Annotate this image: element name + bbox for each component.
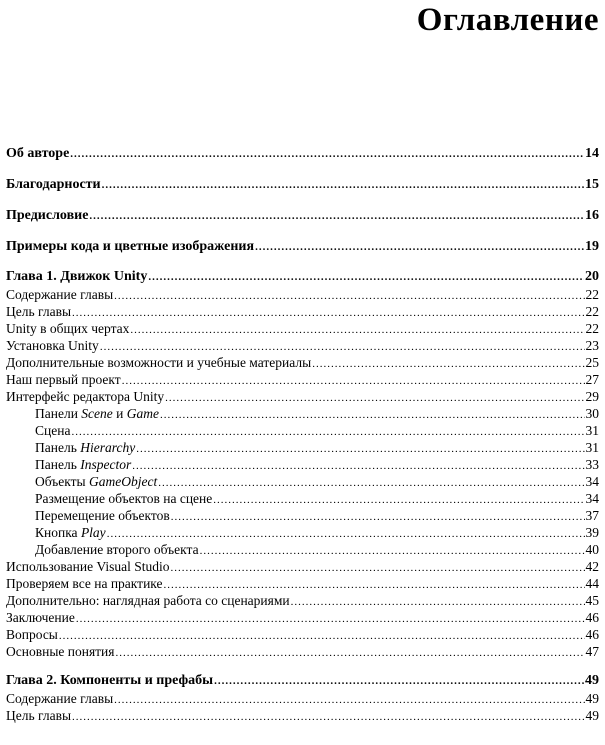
label-text: Панель — [35, 457, 81, 472]
toc-entry-label: Добавление второго объекта — [35, 542, 199, 557]
label-text: Кнопка — [35, 525, 81, 540]
label-text: Панели — [35, 406, 82, 421]
toc-entry-page: 47 — [585, 644, 599, 659]
dot-leader — [171, 509, 585, 526]
dot-leader — [158, 475, 584, 492]
toc-entry-label: Использование Visual Studio — [6, 559, 170, 574]
toc-entry-page: 37 — [585, 508, 599, 523]
toc-subentry[interactable] — [6, 456, 599, 473]
label-italic: GameObject — [88, 474, 158, 489]
toc-entry-page: 44 — [585, 576, 599, 591]
toc-entry-page: 42 — [585, 559, 599, 574]
toc-subentry[interactable] — [6, 541, 599, 558]
label-text: и — [112, 406, 127, 421]
toc-entry-label: Содержание главы — [6, 287, 114, 302]
toc-entry-page: 19 — [585, 239, 599, 254]
toc-entry-page: 46 — [585, 627, 599, 642]
toc-entry[interactable] — [6, 690, 599, 707]
dot-leader — [59, 628, 585, 645]
toc-entry[interactable] — [6, 626, 599, 643]
page-title: Оглавление — [416, 2, 599, 38]
toc-entry-label: Дополнительно: наглядная работа со сценариями — [6, 593, 290, 608]
toc-entry-label — [35, 524, 106, 541]
toc-entry-page: 46 — [585, 610, 599, 625]
toc-entry-label: Глава 2. Компоненты и префабы — [6, 673, 214, 688]
toc-entry-label: Наш первый проект — [6, 372, 121, 387]
toc-entry-label: Вопросы — [6, 627, 58, 642]
toc-entry-page: 22 — [585, 321, 599, 336]
dot-leader — [255, 238, 584, 257]
toc-subentry[interactable] — [6, 524, 599, 541]
toc-entry-page: 15 — [585, 177, 599, 192]
dot-leader — [132, 458, 584, 475]
toc-entry-page: 22 — [585, 287, 599, 302]
toc-entry-page: 29 — [585, 389, 599, 404]
toc-entry-page: 49 — [585, 673, 599, 688]
toc-entry-label — [35, 473, 157, 490]
toc-entry[interactable] — [6, 303, 599, 320]
toc-subentry[interactable] — [6, 490, 599, 507]
toc-entry-label: Проверяем все на практике — [6, 576, 163, 591]
toc-entry-label: Перемещение объектов — [35, 508, 170, 523]
toc-entry-label: Интерфейс редактора Unity — [6, 389, 165, 404]
toc-entry-page: 34 — [585, 474, 599, 489]
toc-entry[interactable] — [6, 320, 599, 337]
dot-leader — [312, 356, 584, 373]
dot-leader — [160, 407, 584, 424]
toc-entry-page: 49 — [585, 691, 599, 706]
toc-subentry[interactable] — [6, 439, 599, 456]
table-of-contents — [6, 144, 599, 724]
toc-entry-label: Благодарности — [6, 177, 101, 192]
toc-entry-page: 34 — [585, 491, 599, 506]
toc-entry-page: 33 — [585, 457, 599, 472]
toc-entry[interactable] — [6, 371, 599, 388]
dot-leader — [148, 268, 584, 286]
toc-entry-label: Об авторе — [6, 146, 70, 161]
dot-leader — [171, 560, 585, 577]
toc-entry-page: 31 — [585, 440, 599, 455]
dot-leader — [122, 373, 585, 390]
toc-subentry[interactable] — [6, 507, 599, 524]
toc-entry-label: Размещение объектов на сцене — [35, 491, 213, 506]
toc-entry-page: 31 — [585, 423, 599, 438]
toc-entry-label: Сцена — [35, 423, 71, 438]
toc-entry-page: 40 — [585, 542, 599, 557]
dot-leader — [72, 709, 584, 726]
toc-entry[interactable] — [6, 175, 599, 194]
dot-leader — [102, 176, 584, 195]
toc-entry[interactable] — [6, 388, 599, 405]
toc-entry[interactable] — [6, 354, 599, 371]
toc-entry-page: 14 — [585, 146, 599, 161]
dot-leader — [116, 645, 585, 662]
label-italic: Scene — [81, 406, 113, 421]
toc-entry[interactable] — [6, 558, 599, 575]
toc-entry[interactable] — [6, 609, 599, 626]
toc-entry-label: Примеры кода и цветные изображения — [6, 239, 255, 254]
toc-entry-label: Установка Unity — [6, 338, 99, 353]
label-italic: Play — [80, 525, 106, 540]
dot-leader — [71, 424, 584, 441]
dot-leader — [114, 288, 584, 305]
dot-leader — [200, 543, 585, 560]
toc-chapter-entry[interactable] — [6, 672, 599, 690]
toc-entry-page: 16 — [585, 208, 599, 223]
toc-entry[interactable] — [6, 206, 599, 225]
toc-entry-label: Основные понятия — [6, 644, 115, 659]
toc-entry-page: 20 — [585, 269, 599, 284]
dot-leader — [76, 611, 585, 628]
label-italic: Hierarchy — [80, 440, 136, 455]
toc-chapter-entry[interactable] — [6, 268, 599, 286]
toc-subentry[interactable] — [6, 473, 599, 490]
dot-leader — [70, 145, 584, 164]
dot-leader — [130, 322, 584, 339]
dot-leader — [213, 492, 584, 509]
toc-entry-page: 23 — [585, 338, 599, 353]
toc-entry[interactable] — [6, 337, 599, 354]
toc-entry-label: Заключение — [6, 610, 75, 625]
dot-leader — [114, 692, 584, 709]
toc-entry-page: 27 — [585, 372, 599, 387]
dot-leader — [89, 207, 584, 226]
toc-entry-label — [35, 439, 135, 456]
toc-entry[interactable] — [6, 592, 599, 609]
toc-entry-label: Глава 1. Движок Unity — [6, 269, 148, 284]
toc-entry[interactable] — [6, 707, 599, 724]
toc-entry[interactable] — [6, 286, 599, 303]
toc-entry-label — [35, 405, 159, 422]
dot-leader — [165, 390, 584, 407]
dot-leader — [214, 672, 584, 690]
toc-entry-page: 30 — [585, 406, 599, 421]
toc-entry-label: Цель главы — [6, 708, 72, 723]
toc-subentry[interactable] — [6, 405, 599, 422]
toc-entry-label: Дополнительные возможности и учебные материалы — [6, 355, 312, 370]
toc-entry[interactable] — [6, 643, 599, 660]
toc-entry[interactable] — [6, 237, 599, 256]
toc-entry-label: Содержание главы — [6, 691, 114, 706]
toc-entry[interactable] — [6, 575, 599, 592]
toc-entry-page: 39 — [585, 525, 599, 540]
label-text: Панель — [35, 440, 81, 455]
label-italic: Inspector — [80, 457, 132, 472]
toc-entry-page: 22 — [585, 304, 599, 319]
label-italic: Game — [126, 406, 160, 421]
dot-leader — [136, 441, 584, 458]
toc-entry-page: 45 — [585, 593, 599, 608]
toc-entry-label: Unity в общих чертах — [6, 321, 130, 336]
toc-entry-label — [35, 456, 131, 473]
toc-entry-page: 25 — [585, 355, 599, 370]
toc-entry-label: Предисловие — [6, 208, 89, 223]
toc-entry-page: 49 — [585, 708, 599, 723]
dot-leader — [291, 594, 585, 611]
label-text: Объекты — [35, 474, 89, 489]
toc-entry[interactable] — [6, 144, 599, 163]
dot-leader — [72, 305, 584, 322]
toc-subentry[interactable] — [6, 422, 599, 439]
toc-entry-label: Цель главы — [6, 304, 72, 319]
